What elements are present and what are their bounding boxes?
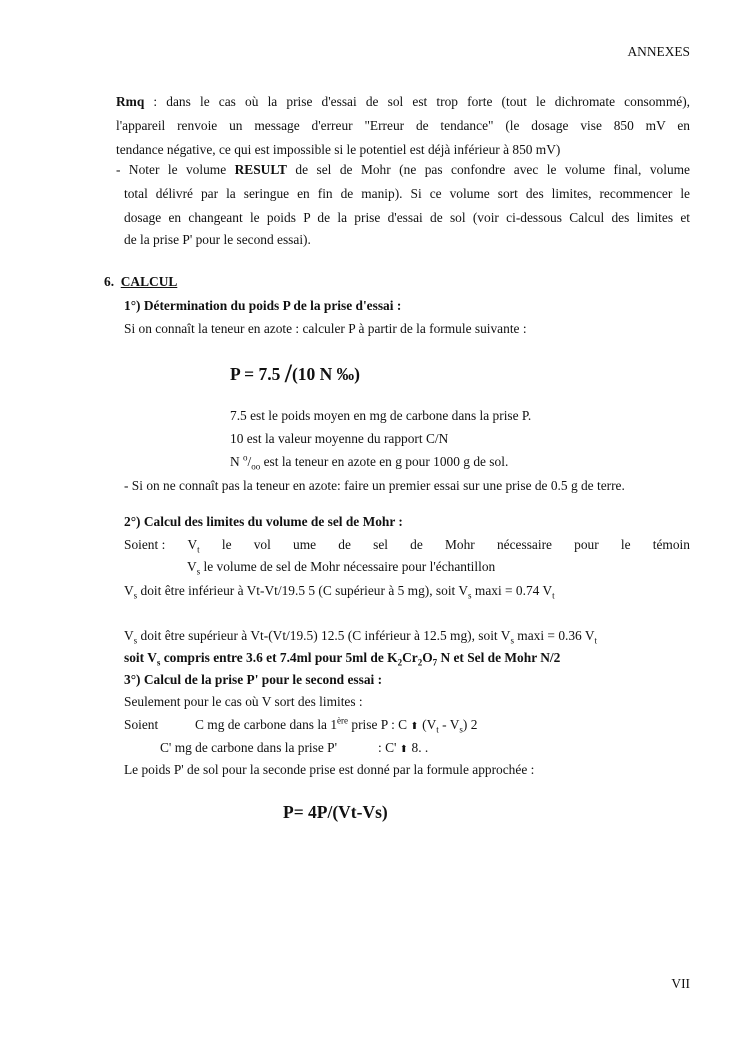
bold-o: O [422,650,433,665]
sup-rest2: maxi = 0.36 V [513,628,595,643]
cprime-line-formula [378,740,428,756]
bold-mid: compris entre 3.6 et 7.4ml pour 5ml de K [160,650,398,665]
vs-superior-line [124,628,597,644]
cprime-text2: : C' [378,740,400,755]
sup-t: t [594,635,598,646]
definition-7-5: 7.5 est le poids moyen en mg de carbone dans la prise P. [230,408,532,423]
vs-definition [187,559,495,575]
rmq-line-3: tendance négative, ce qui est impossible si le potentiel est déjà inférieur à 850 mV) [116,142,561,157]
definition-10: 10 est la valeur moyenne du rapport C/N [230,431,449,446]
inf-rest2: maxi = 0.74 V [471,583,553,598]
note-text-post: de sel de Mohr (ne pas confondre avec le volume final, volume [286,162,690,177]
def-n-letter: N [230,454,244,469]
soient-word: nécessaire [496,537,552,552]
soient-c-label: Soient [124,717,159,732]
vs-v: V [187,559,197,574]
soient-word: ume [293,537,317,552]
def-n-sub: oo [251,461,261,472]
soient-word: vol [253,537,271,552]
soient2-t: t [436,724,439,735]
formula-p-left: P = 7.5 [230,364,285,384]
note-result-keyword: RESULT [234,162,287,177]
def-n-rest: est la teneur en azote en g pour 1000 g de sol. [260,454,509,469]
soient-word: Mohr [445,537,475,552]
def-n-sup: o [243,452,248,463]
bold-2a: 2 [397,657,403,668]
soient2-text2: prise P : C [348,717,411,732]
rmq-line-2: l'appareil renvoie un message d'erreur "Erreur de tendance" (le dosage vise 850 mV en [116,118,690,133]
soient-word: de [410,537,423,552]
soient2-text3: (V [418,717,437,732]
section-heading [104,274,177,290]
soient-c-line [195,717,477,733]
bold-s: s [156,657,161,668]
soient-line [124,537,690,553]
inf-rest: doit être inférieur à Vt-Vt/19.5 5 (C supérieur à 5 mg), soit V [137,583,469,598]
bold-2b: 2 [417,657,423,668]
bold-pre: soit V [124,650,157,665]
rmq-text-1: : dans le cas où la prise d'essai de sol est trop forte (tout le dichromate consommé), [144,94,690,109]
formula-p-right: (10 N ‰) [291,364,360,384]
sup-s: s [133,635,138,646]
subsection-3-title: 3°) Calcul de la prise P' pour le second essai : [124,672,383,687]
subsection-1-intro: Si on connaît la teneur en azote : calculer P à partir de la formule suivante : [124,321,527,336]
formula-p-prime: P= 4P/(Vt-Vs) [283,802,388,822]
soient-word: sel [373,537,388,552]
no-nitrogen-line: - Si on ne connaît pas la teneur en azote: faire un premier essai sur une prise de 0.5 g de terre. [124,478,625,493]
soient-v: V [187,537,198,552]
definition-n [230,454,508,470]
subsection-2-title: 2°) Calcul des limites du volume de sel de Mohr : [124,514,403,529]
subsection-3-intro: Seulement pour le cas où V sort des limites : [124,694,363,709]
soient-word: le [620,537,631,552]
inf-s2: s [468,590,472,601]
subsection-1-title: 1°) Détermination du poids P de la prise d'essai : [124,298,402,313]
soient2-sup: ère [337,715,349,726]
soient2-text: C mg de carbone dans la 1 [195,717,338,732]
sup-v: V [124,628,134,643]
bold-cr: Cr [402,650,418,665]
soient-word: le [221,537,232,552]
soient-word: Soient : [124,537,166,552]
vs-rest: le volume de sel de Mohr nécessaire pour l'échantillon [200,559,496,574]
vs-range-summary [124,650,560,666]
bold-end: N et Sel de Mohr N/2 [437,650,561,665]
note-line-4: de la prise P' pour le second essai). [124,232,311,247]
note-line-2: total délivré par la seringue en fin de manip). Si ce volume sort des limites, recommencer le [124,186,690,201]
soient2-text4: - V [438,717,460,732]
def-n-slash: / [247,454,252,469]
sup-s2: s [510,635,514,646]
inf-t: t [552,590,555,601]
page-number: VII [671,976,690,991]
note-text-pre: - Noter le volume [116,162,235,177]
sup-rest: doit être supérieur à Vt-(Vt/19.5) 12.5 (C inférieur à 12.5 mg), soit V [137,628,511,643]
note-line-1 [116,162,690,178]
bold-7: 7 [432,657,438,668]
formula-p [230,357,360,387]
inf-v: V [124,583,134,598]
rmq-label: Rmq [116,94,145,109]
vs-inferior-line [124,583,555,599]
cprime-text3: 8. . [408,740,429,755]
soient-word: pour [574,537,599,552]
soient-vt [187,537,199,553]
section-number: 6. [104,274,115,289]
page-header: ANNEXES [627,44,690,59]
approx-formula-intro: Le poids P' de sol pour la seconde prise est donné par la formule approchée : [124,762,535,777]
section-title: CALCUL [120,274,178,289]
inf-s: s [133,590,138,601]
rmq-line-1 [116,94,690,110]
up-arrow-icon: ⬆ [410,721,419,732]
soient-word: témoin [652,537,690,552]
soient-word: de [338,537,351,552]
soient2-text5: ) 2 [462,717,478,732]
vs-sub: s [196,566,201,577]
soient2-s: s [459,724,463,735]
soient-t-sub: t [197,544,200,555]
cprime-line-text: C' mg de carbone dans la prise P' [160,740,338,755]
note-line-3: dosage en changeant le poids P de la prise d'essai de sol (voir ci-dessous Calcul des limites et [124,210,690,225]
formula-p-slash: / [284,359,292,388]
up-arrow-icon: ⬆ [399,744,409,755]
